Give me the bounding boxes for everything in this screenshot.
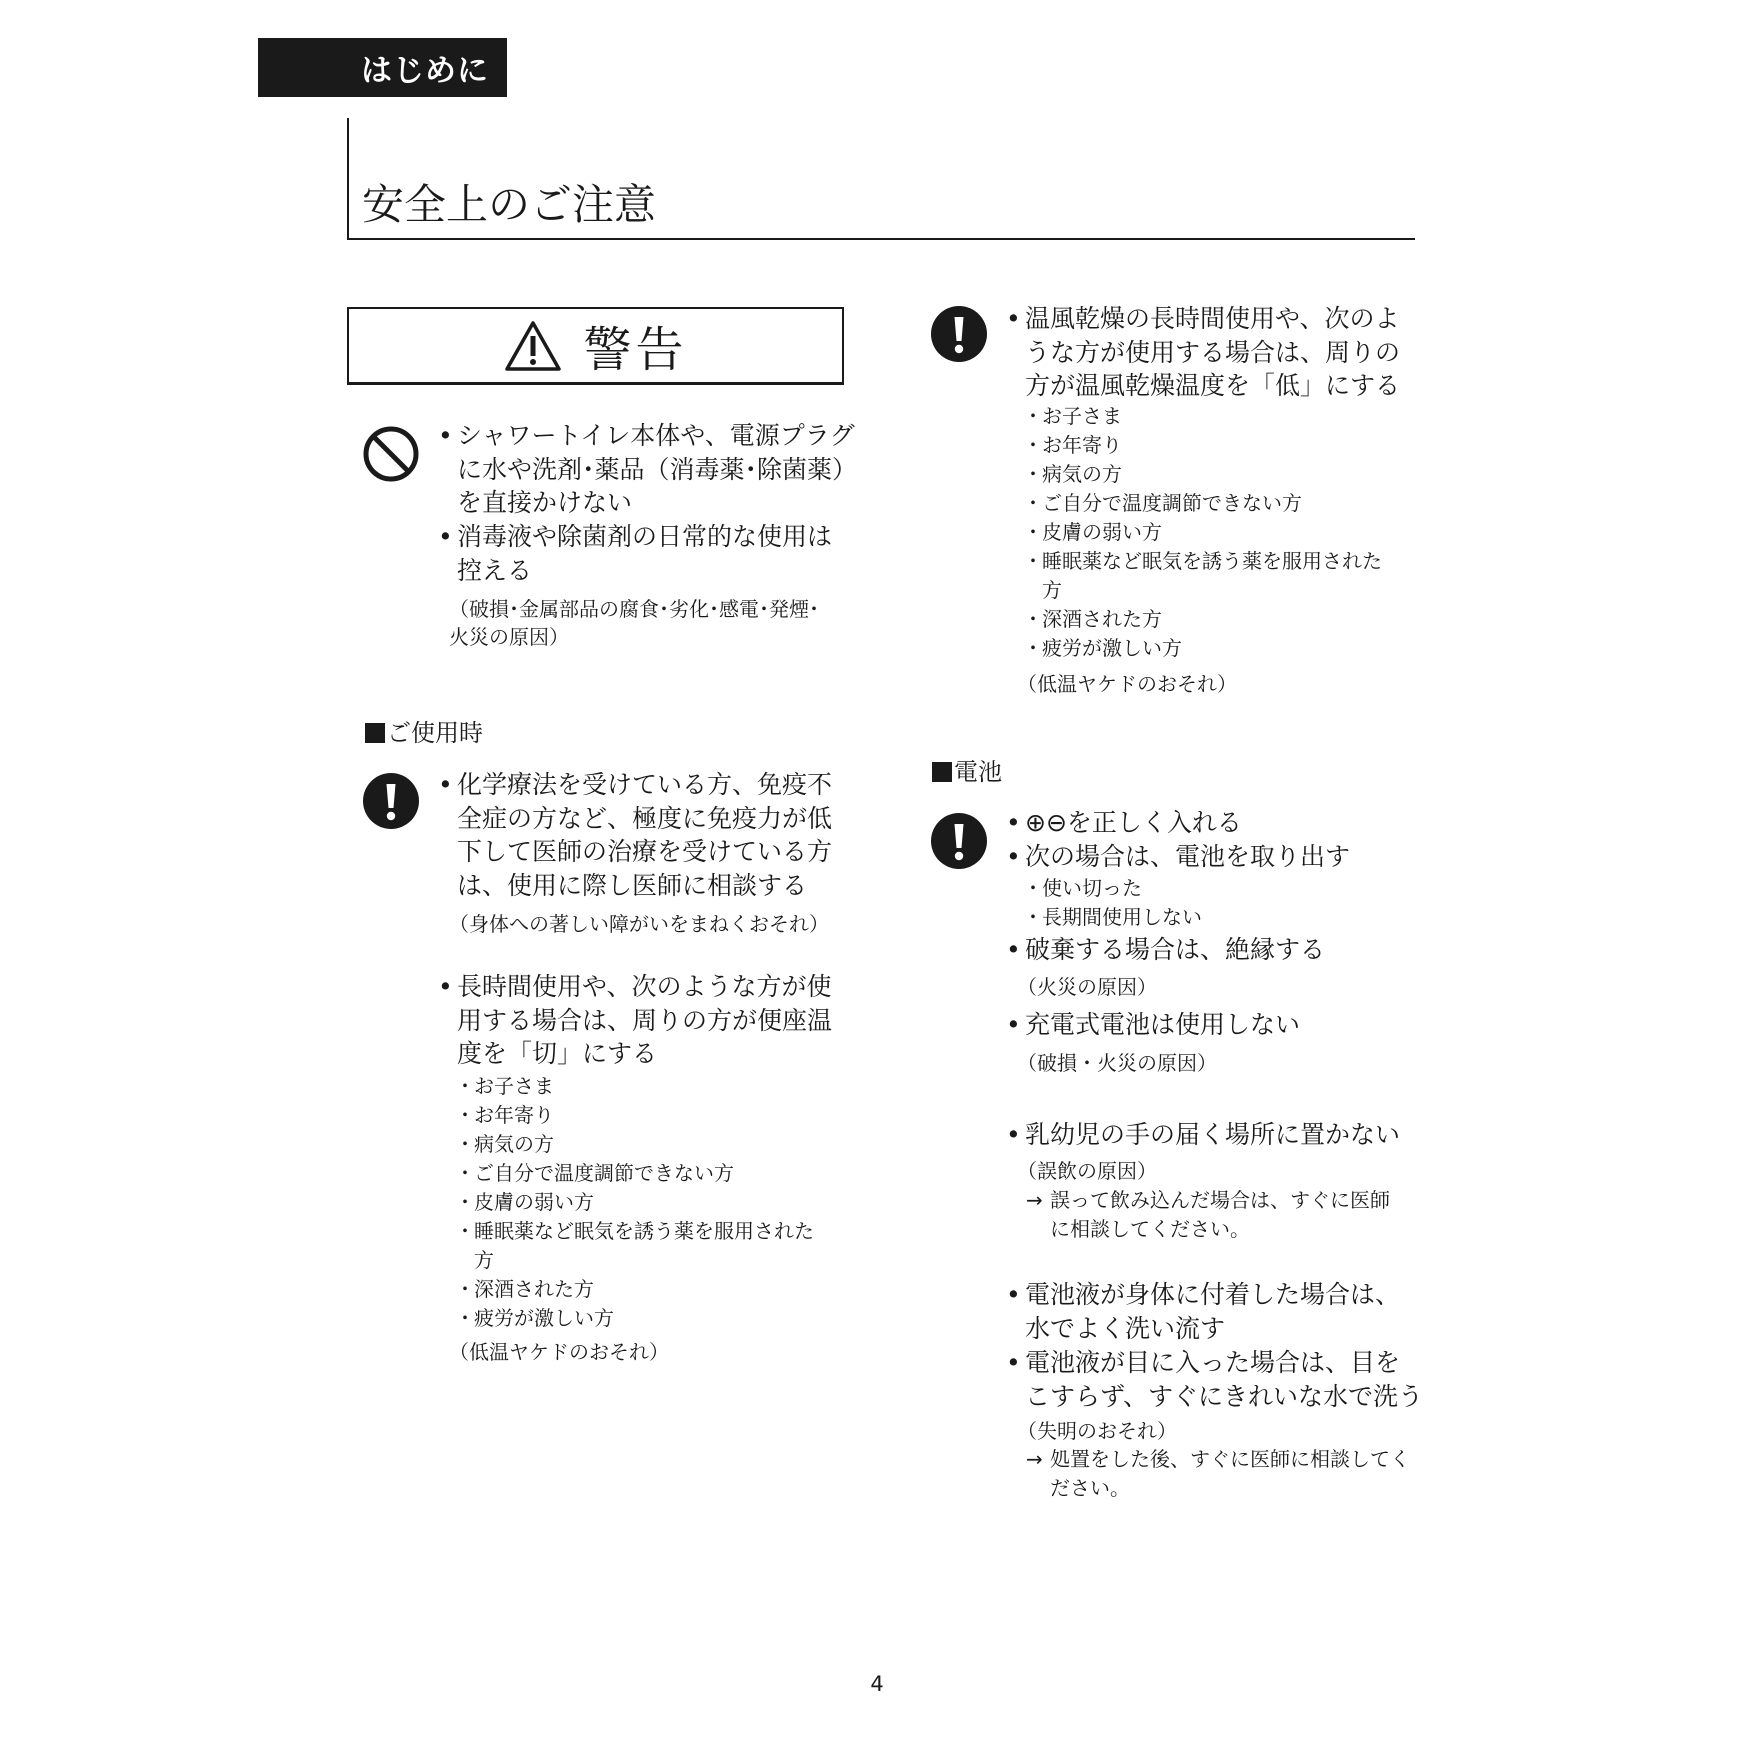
- warning-triangle-icon: [503, 319, 563, 373]
- list-item: • 乳幼児の手の届く場所に置かない: [1006, 1120, 1401, 1149]
- list-item: • 長時間使用や、次のような方が使 用する場合は、周りの方が便座温 度を「切」にする: [438, 972, 833, 1068]
- subsection-heading-usage: ご使用時: [365, 718, 483, 748]
- title-rule-vertical: [347, 118, 349, 240]
- list-item: • ⊕⊖を正しく入れる: [1006, 808, 1242, 837]
- title-rule-horizontal: [347, 238, 1415, 240]
- cause-note: （身体への著しい障がいをまねくおそれ）: [449, 912, 829, 936]
- prohibition-icon: [362, 425, 420, 483]
- cause-note: （低温ヤケドのおそれ）: [1017, 672, 1237, 696]
- mandatory-action-icon: [930, 305, 988, 363]
- page-number: 4: [870, 1672, 884, 1696]
- cause-note: （火災の原因）: [1017, 975, 1157, 999]
- mandatory-action-icon: [930, 812, 988, 870]
- mandatory-action-icon: [362, 772, 420, 830]
- cause-note: （誤飲の原因）: [1017, 1159, 1157, 1183]
- warning-label: 警告: [583, 322, 688, 378]
- list-item: • 温風乾燥の長時間使用や、次のよ うな方が使用する場合は、周りの 方が温風乾燥温度を「低」にする: [1006, 304, 1401, 400]
- cause-note: （低温ヤケドのおそれ）: [449, 1340, 669, 1364]
- sub-list: ･ 使い切った ･ 長期間使用しない: [1028, 876, 1202, 929]
- list-item: • 電池液が身体に付着した場合は、 水でよく洗い流す: [1006, 1280, 1401, 1343]
- list-item: • 破棄する場合は、絶縁する: [1006, 935, 1326, 964]
- list-item: • 電池液が目に入った場合は、目を こすらず、すぐにきれいな水で洗う: [1006, 1348, 1424, 1411]
- arrow-note: → 誤って飲み込んだ場合は、すぐに医師 に相談してください。: [1026, 1188, 1390, 1241]
- list-item: • 次の場合は、電池を取り出す: [1006, 842, 1351, 871]
- warning-box: [347, 307, 844, 385]
- cause-note: （破損・火災の原因）: [1017, 1051, 1217, 1075]
- cause-note: （破損･金属部品の腐食･劣化･感電･発煙･ 火災の原因）: [449, 597, 819, 649]
- cause-note: （失明のおそれ）: [1017, 1419, 1177, 1443]
- sub-list: ･ お子さま ･ お年寄り ･ 病気の方 ･ ご自分で温度調節できない方 ･ 皮膚の弱い方 ･ 睡眠薬など眠気を誘う薬を服用された 方 ･ 深酒された方 ･ 疲労が激しい方: [1028, 404, 1382, 660]
- list-item: • 充電式電池は使用しない: [1006, 1010, 1301, 1039]
- page-title: 安全上のご注意: [362, 180, 657, 229]
- subsection-heading-battery: 電池: [932, 757, 1002, 787]
- section-tab-label: はじめに: [361, 53, 489, 89]
- list-item: • 化学療法を受けている方、免疫不 全症の方など、極度に免疫力が低 下して医師の治療を受けている方 は、使用に際し医師に相談する: [438, 770, 833, 900]
- arrow-note: → 処置をした後、すぐに医師に相談してく ださい。: [1026, 1447, 1410, 1500]
- list-item: • 消毒液や除菌剤の日常的な使用は 控える: [438, 522, 833, 585]
- section-tab: [258, 38, 507, 97]
- sub-list: ･ お子さま ･ お年寄り ･ 病気の方 ･ ご自分で温度調節できない方 ･ 皮膚の弱い方 ･ 睡眠薬など眠気を誘う薬を服用された 方 ･ 深酒された方 ･ 疲労が激しい方: [460, 1074, 814, 1330]
- list-item: • シャワートイレ本体や、電源プラグ に水や洗剤･薬品（消毒薬･除菌薬） を直接かけない: [438, 421, 858, 517]
